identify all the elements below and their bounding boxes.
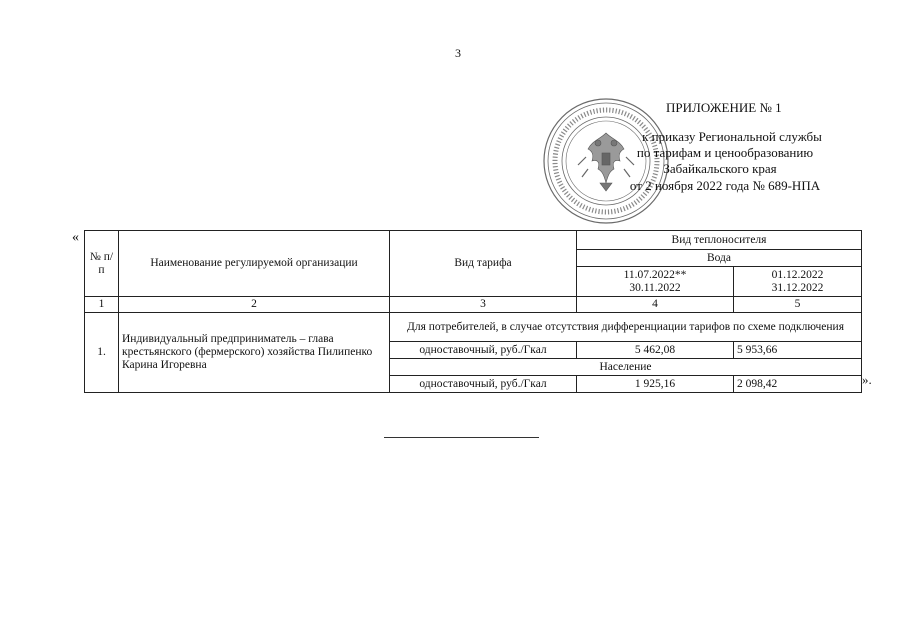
header-period-1 — [577, 267, 734, 297]
appendix-title: ПРИЛОЖЕНИЕ № 1 — [666, 100, 782, 115]
page-number: 3 — [455, 46, 461, 60]
column-number-1: 1 — [85, 297, 119, 313]
header-organization: Наименование регулируемой организации — [119, 231, 390, 297]
column-number-5: 5 — [734, 297, 862, 313]
period-1-start: 11.07.2022** — [623, 268, 687, 281]
column-number-3: 3 — [390, 297, 577, 313]
separator-line — [384, 437, 539, 438]
tariff-type-cell: одноставочный, руб./Гкал — [390, 376, 577, 393]
header-tariff-type: Вид тарифа — [390, 231, 577, 297]
column-number-2: 2 — [119, 297, 390, 313]
period-1-end: 30.11.2022 — [629, 281, 681, 294]
tariff-value-period-1: 1 925,16 — [577, 376, 734, 393]
row-number: 1. — [85, 313, 119, 393]
closing-quote: ». — [862, 372, 872, 387]
header-water: Вода — [577, 250, 862, 267]
group-label-consumers: Для потребителей, в случае отсутствия дифференциации тарифов по схеме подключения — [390, 313, 862, 342]
organization-name: Индивидуальный предприниматель – глава крестьянского (фермерского) хозяйства Пилипенко Карина Игоревна — [119, 313, 390, 393]
appendix-authority-line: по тарифам и ценообразованию — [636, 145, 814, 160]
appendix-order-line: к приказу Региональной службы — [642, 129, 822, 144]
header-number: № п/п — [85, 231, 119, 297]
period-2-start: 01.12.2022 — [771, 268, 824, 281]
column-number-4: 4 — [577, 297, 734, 313]
tariff-value-period-1: 5 462,08 — [577, 342, 734, 359]
tariff-value-period-2: 5 953,66 — [734, 342, 862, 359]
appendix-date-line: от 2 ноября 2022 года № 689-НПА — [629, 178, 821, 193]
period-2-end: 31.12.2022 — [771, 281, 824, 294]
tariff-type-cell: одноставочный, руб./Гкал — [390, 342, 577, 359]
appendix-region-line: Забайкальского края — [663, 161, 777, 176]
tariff-value-period-2: 2 098,42 — [734, 376, 862, 393]
header-heat-carrier: Вид теплоносителя — [577, 231, 862, 250]
opening-quote: « — [72, 230, 79, 245]
header-period-2 — [734, 267, 862, 297]
tariff-table — [84, 230, 862, 393]
group-label-population: Население — [390, 359, 862, 376]
